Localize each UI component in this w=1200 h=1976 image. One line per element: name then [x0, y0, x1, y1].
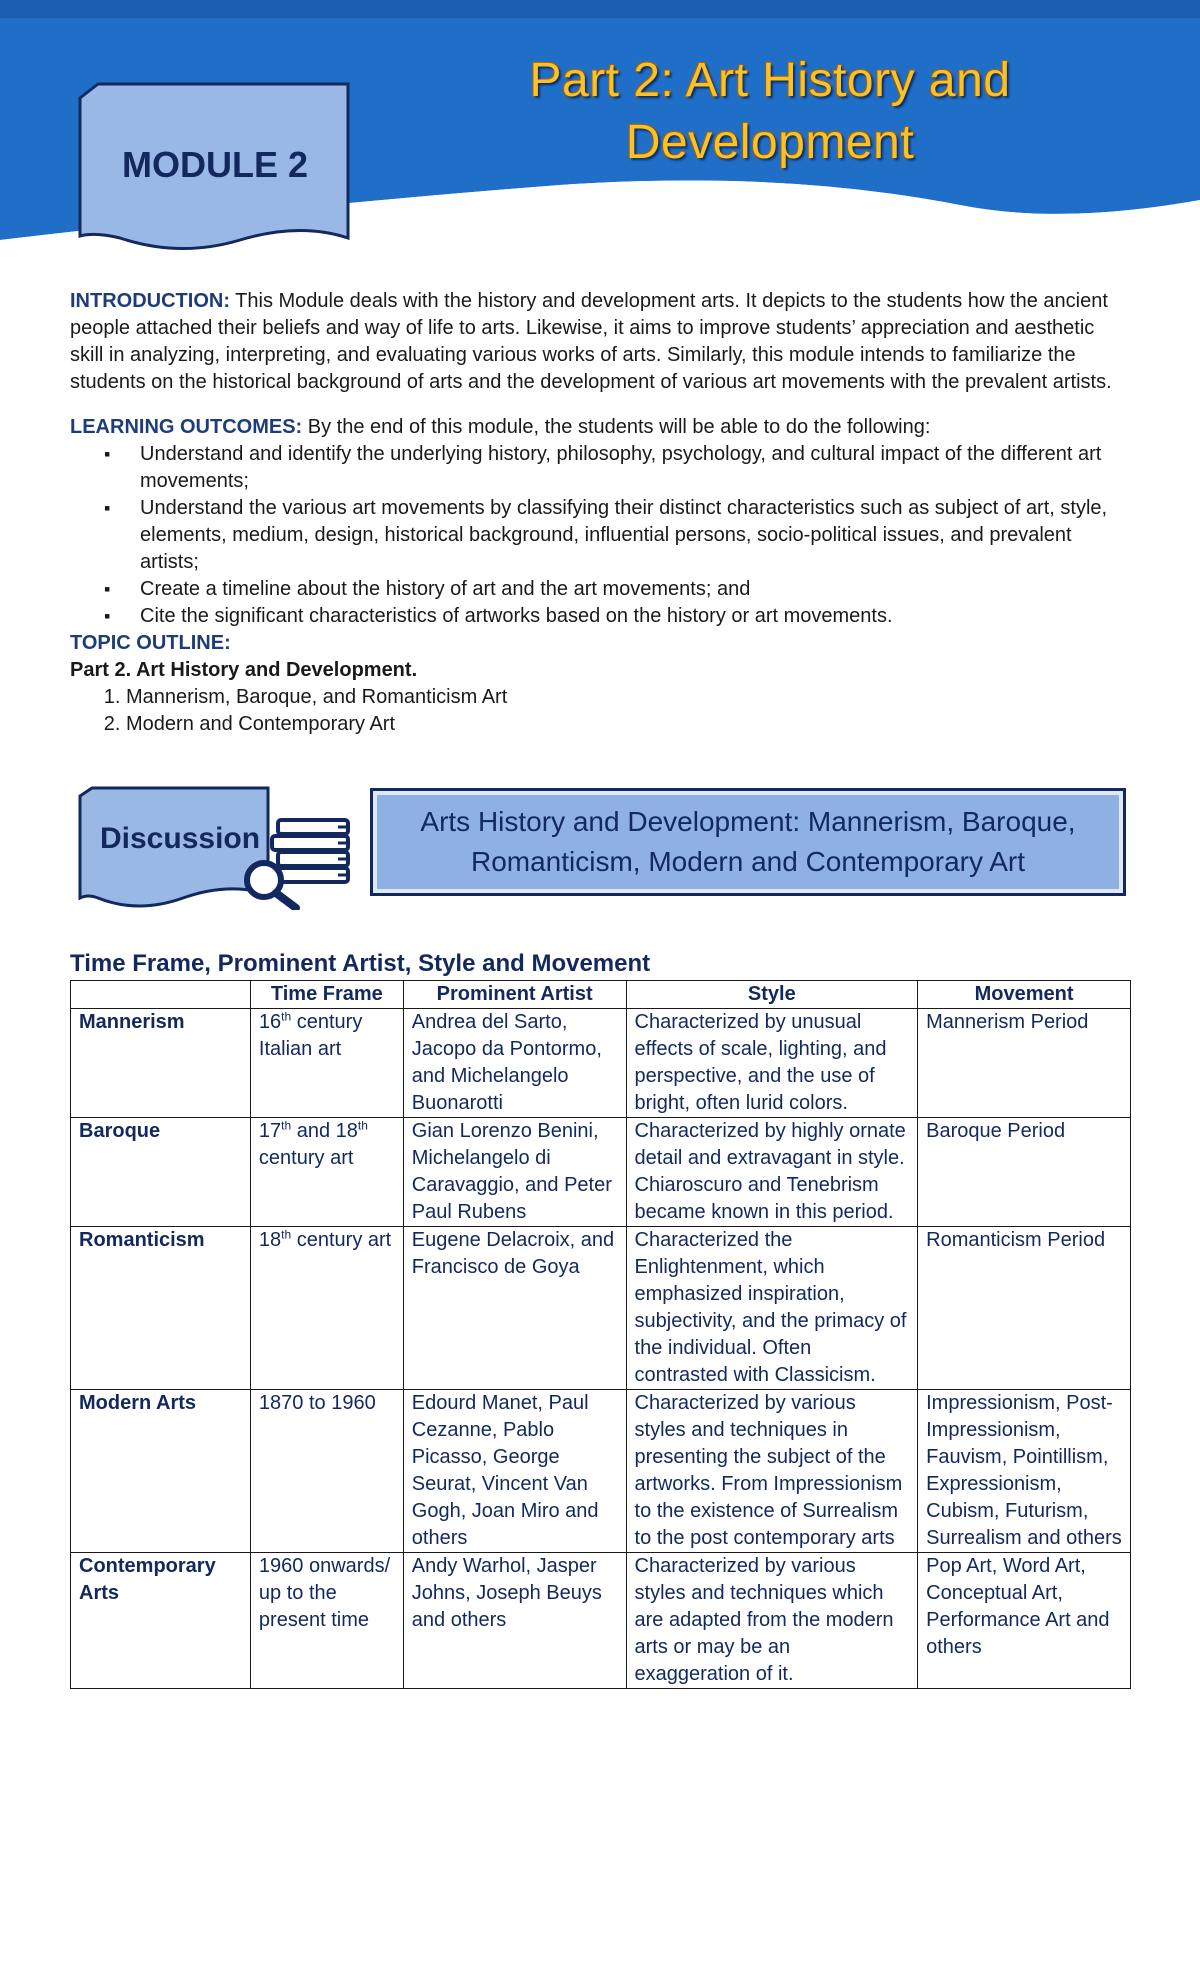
- topic-item: 1. Mannerism, Baroque, and Romanticism Art: [126, 684, 1130, 711]
- column-header: Movement: [918, 981, 1131, 1009]
- table-row: [71, 1227, 1131, 1390]
- time-frame-cell: 17th and 18th century art: [250, 1118, 403, 1227]
- style-cell: Characterized by highly ornate detail and extravagant in style. Chiaroscuro and Tenebrism became known in this period.: [626, 1118, 918, 1227]
- row-header: Romanticism: [71, 1227, 251, 1390]
- introduction-paragraph: [70, 288, 1130, 396]
- row-header: Baroque: [71, 1118, 251, 1227]
- outcomes-list: [70, 441, 1130, 630]
- time-frame-cell: 1960 onwards/ up to the present time: [250, 1553, 403, 1689]
- discussion-topic-box: [370, 788, 1126, 896]
- topic-list: [70, 684, 1130, 738]
- artist-cell: Eugene Delacroix, and Francisco de Goya: [403, 1227, 626, 1390]
- table-row: [71, 1118, 1131, 1227]
- discussion-topic-line-1: Arts History and Development: Mannerism, Baroque,: [420, 806, 1076, 837]
- time-frame-cell: 1870 to 1960: [250, 1390, 403, 1553]
- introduction-label: INTRODUCTION:: [70, 290, 230, 312]
- discussion-topic-line-2: Romanticism, Modern and Contemporary Art: [470, 846, 1025, 877]
- outcome-item: ▪ Create a timeline about the history of art and the art movements; and: [140, 576, 1130, 603]
- row-header: Mannerism: [71, 1009, 251, 1118]
- page-title: [470, 50, 1070, 174]
- artist-cell: Edourd Manet, Paul Cezanne, Pablo Picasso, George Seurat, Vincent Van Gogh, Joan Miro and others: [403, 1390, 626, 1553]
- column-header: Time Frame: [250, 981, 403, 1009]
- topic-outline-label: TOPIC OUTLINE:: [70, 632, 231, 654]
- style-cell: Characterized the Enlightenment, which emphasized inspiration, subjectivity, and the primacy of the individual. Often contrasted with Classicism.: [626, 1227, 918, 1390]
- outcome-item: ▪ Understand the various art movements by classifying their distinct characteristics such as subject of art, style, elements, medium, design, historical background, influential persons, socio-political issues, and prevalent artists;: [140, 495, 1130, 576]
- artist-cell: Andy Warhol, Jasper Johns, Joseph Beuys and others: [403, 1553, 626, 1689]
- column-header: [71, 981, 251, 1009]
- table-row: [71, 1009, 1131, 1118]
- column-header: Prominent Artist: [403, 981, 626, 1009]
- row-header: Modern Arts: [71, 1390, 251, 1553]
- movement-cell: Mannerism Period: [918, 1009, 1131, 1118]
- topic-item: 2. Modern and Contemporary Art: [126, 711, 1130, 738]
- column-header: Style: [626, 981, 918, 1009]
- learning-outcomes-label: LEARNING OUTCOMES:: [70, 416, 303, 438]
- learning-outcomes-lead: By the end of this module, the students will be able to do the following:: [302, 416, 931, 438]
- title-line-2: Development: [625, 116, 915, 169]
- art-history-table: [70, 980, 1131, 1689]
- outcome-item: ▪ Understand and identify the underlying history, philosophy, psychology, and cultural impact of the different art movements;: [140, 441, 1130, 495]
- movement-cell: Pop Art, Word Art, Conceptual Art, Performance Art and others: [918, 1553, 1131, 1689]
- outcome-item: ▪ Cite the significant characteristics of artworks based on the history or art movements.: [140, 603, 1130, 630]
- movement-cell: Impressionism, Post-Impressionism, Fauvism, Pointillism, Expressionism, Cubism, Futurism, Surrealism and others: [918, 1390, 1131, 1553]
- table-title: Time Frame, Prominent Artist, Style and Movement: [70, 950, 651, 977]
- topic-outline: [70, 630, 1130, 738]
- style-cell: Characterized by various styles and techniques which are adapted from the modern arts or may be an exaggeration of it.: [626, 1553, 918, 1689]
- title-line-1: Part 2: Art History and: [529, 54, 1011, 107]
- topic-outline-part: Part 2. Art History and Development.: [70, 659, 418, 681]
- movement-cell: Baroque Period: [918, 1118, 1131, 1227]
- artist-cell: Gian Lorenzo Benini, Michelangelo di Caravaggio, and Peter Paul Rubens: [403, 1118, 626, 1227]
- learning-outcomes: [70, 414, 1130, 630]
- module-label: MODULE 2: [121, 144, 308, 185]
- table-header-row: [71, 981, 1131, 1009]
- table-row: [71, 1390, 1131, 1553]
- discussion-label: Discussion: [100, 822, 261, 855]
- artist-cell: Andrea del Sarto, Jacopo da Pontormo, and Michelangelo Buonarotti: [403, 1009, 626, 1118]
- movement-cell: Romanticism Period: [918, 1227, 1131, 1390]
- style-cell: Characterized by various styles and techniques in presenting the subject of the artworks. From Impressionism to the existence of Surrealism to the post contemporary arts: [626, 1390, 918, 1553]
- time-frame-cell: 16th century Italian art: [250, 1009, 403, 1118]
- introduction-text: This Module deals with the history and development arts. It depicts to the students how the ancient people attached their beliefs and way of life to arts. Likewise, it aims to improve students’ appreciation and aesthetic skill in analyzing, interpreting, and evaluating various works of arts. Similarly, this module intends to familiarize the students on the historical background of arts and the development of various art movements with the prevalent artists.: [70, 290, 1112, 393]
- books-magnifier-icon: [238, 800, 358, 910]
- row-header: Contemporary Arts: [71, 1553, 251, 1689]
- style-cell: Characterized by unusual effects of scale, lighting, and perspective, and the use of bright, often lurid colors.: [626, 1009, 918, 1118]
- table-row: [71, 1553, 1131, 1689]
- time-frame-cell: 18th century art: [250, 1227, 403, 1390]
